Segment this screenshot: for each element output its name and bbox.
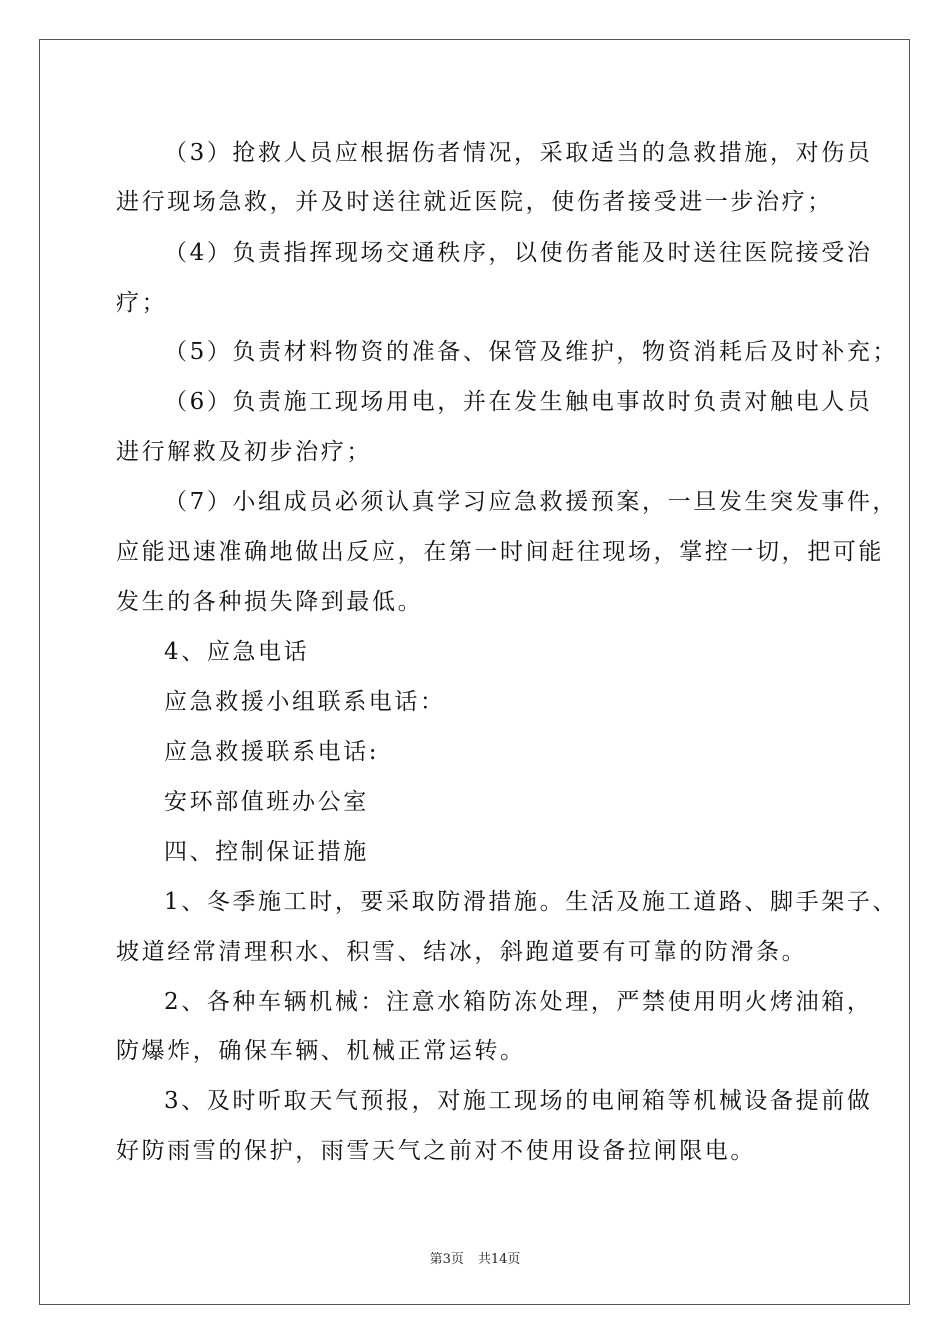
- text-line: （3）抢救人员应根据伤者情况，采取适当的急救措施，对伤员: [164, 140, 873, 166]
- section-heading: 4、应急电话: [164, 639, 310, 665]
- text-line: （6）负责施工现场用电，并在发生触电事故时负责对触电人员: [164, 389, 873, 415]
- text-line: 进行现场急救，并及时送往就近医院，使伤者接受进一步治疗；: [116, 189, 833, 215]
- page-number: 第3页: [429, 1252, 464, 1267]
- text-line: 应急救援小组联系电话：: [164, 689, 446, 715]
- text-line: 2、各种车辆机械：注意水箱防冻处理，严禁使用明火烤油箱，: [164, 989, 873, 1015]
- text-line: 应能迅速准确地做出反应，在第一时间赶往现场，掌控一切，把可能: [116, 539, 884, 565]
- page-border: [39, 39, 910, 1305]
- text-line: 3、及时听取天气预报，对施工现场的电闸箱等机械设备提前做: [164, 1088, 873, 1114]
- page-footer: [0, 1248, 950, 1267]
- text-line: 坡道经常清理积水、积雪、结冰，斜跑道要有可靠的防滑条。: [116, 939, 808, 965]
- text-line: 1、冬季施工时，要采取防滑措施。生活及施工道路、脚手架子、: [164, 889, 899, 915]
- text-line: 疗；: [116, 290, 168, 316]
- text-line: 发生的各种损失降到最低。: [116, 589, 424, 615]
- text-line: （5）负责材料物资的准备、保管及维护，物资消耗后及时补充；: [164, 339, 899, 365]
- text-line: （4）负责指挥现场交通秩序，以使伤者能及时送往医院接受治: [164, 240, 873, 266]
- text-line: 防爆炸，确保车辆、机械正常运转。: [116, 1038, 526, 1064]
- section-heading: 四、控制保证措施: [164, 839, 369, 865]
- text-line: 好防雨雪的保护，雨雪天气之前对不使用设备拉闸限电。: [116, 1138, 756, 1164]
- text-line: （7）小组成员必须认真学习应急救援预案，一旦发生突发事件，: [164, 489, 899, 515]
- text-line: 应急救援联系电话:: [164, 739, 380, 765]
- page-total: 共14页: [477, 1252, 521, 1267]
- text-line: 进行解救及初步治疗；: [116, 439, 372, 465]
- text-line: 安环部值班办公室: [164, 789, 369, 815]
